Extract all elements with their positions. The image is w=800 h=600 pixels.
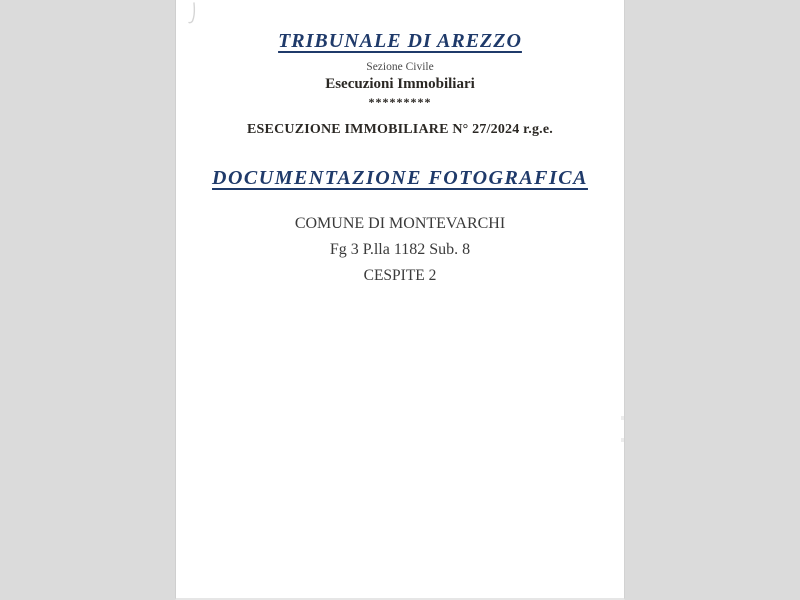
scan-edge-mark — [621, 438, 624, 442]
municipality-line: COMUNE DI MONTEVARCHI — [294, 215, 506, 232]
scanned-document-page — [175, 0, 625, 600]
cadastral-reference-line: Fg 3 P.lla 1182 Sub. 8 — [329, 241, 471, 258]
separator-asterisks: ********* — [368, 95, 432, 109]
case-number-line: ESECUZIONE IMMOBILIARE N° 27/2024 r.g.e. — [247, 122, 553, 137]
scan-edge-mark — [621, 416, 624, 420]
asset-label-line: CESPITE 2 — [363, 267, 437, 284]
court-section: Sezione Civile — [366, 61, 434, 73]
court-title: TRIBUNALE DI AREZZO — [278, 30, 522, 52]
scan-artifact-mark — [187, 2, 199, 26]
court-department: Esecuzioni Immobiliari — [325, 76, 475, 92]
document-title: DOCUMENTAZIONE FOTOGRAFICA — [212, 167, 588, 189]
